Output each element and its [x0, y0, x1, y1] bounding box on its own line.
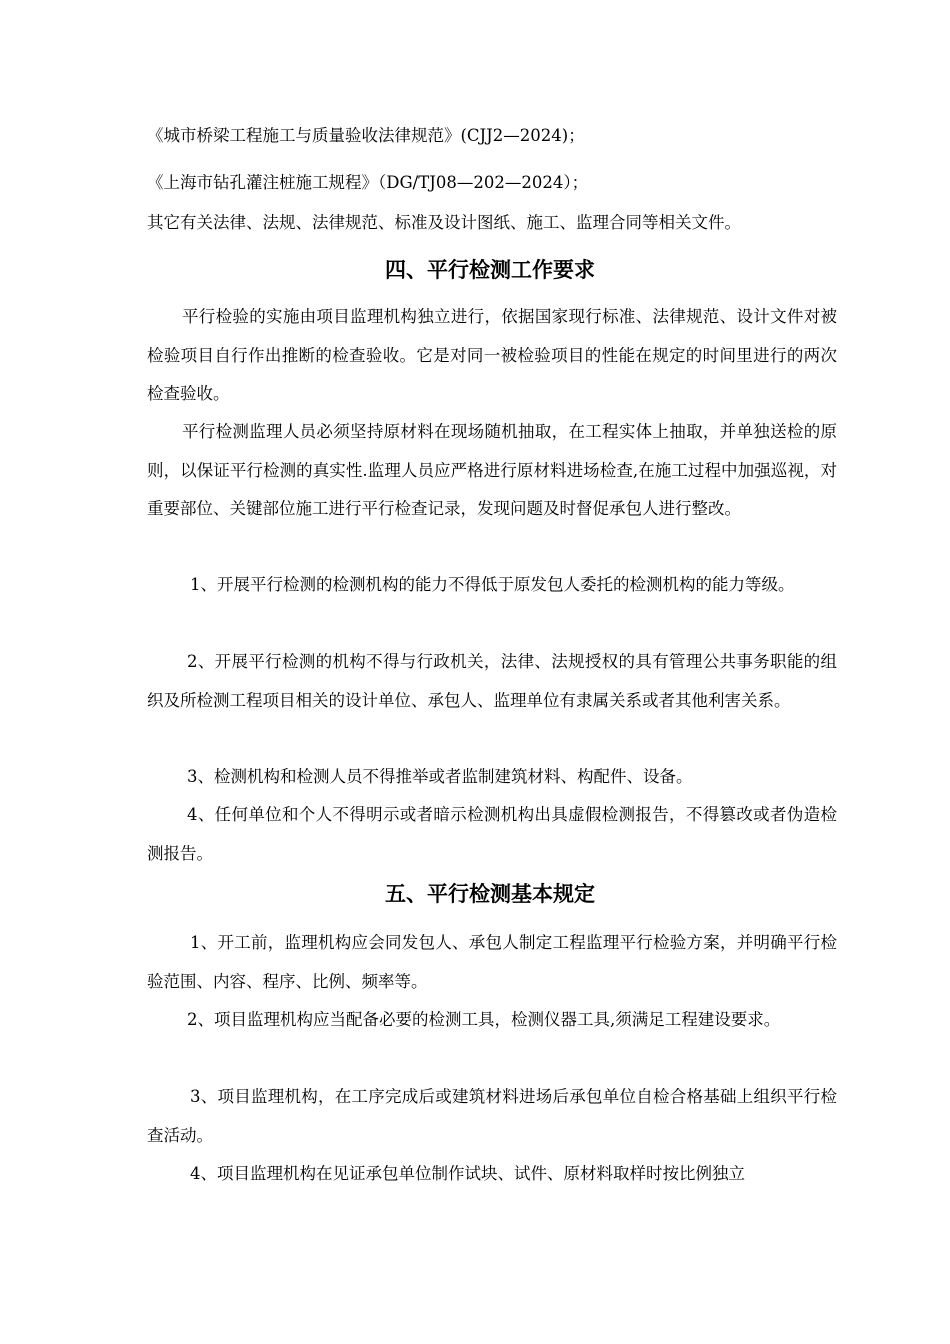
section-5-heading: 五、平行检测基本规定: [385, 881, 595, 906]
section-4-item-4: 4、任何单位和个人不得明示或者暗示检测机构出具虚假检测报告，不得篡改或者伪造检测报告。: [147, 805, 837, 863]
section-4-item-3: 3、检测机构和检测人员不得推举或者监制建筑材料、构配件、设备。: [187, 767, 693, 786]
section-4-paragraph-1: 平行检验的实施由项目监理机构独立进行，依据国家现行标准、法律规范、设计文件对被检验项目自行作出推断的检查验收。它是对同一被检验项目的性能在规定的时间里进行的两次检查验收。: [147, 307, 837, 403]
section-5-item-1: 1、开工前，监理机构应会同发包人、承包人制定工程监理平行检验方案，并明确平行检验范围、内容、程序、比例、频率等。: [147, 933, 837, 991]
reference-shanghai-pile-code: 《上海市钻孔灌注桩施工规程》（DG/TJ08—202—2024）；: [147, 173, 589, 192]
reference-bridge-code: 《城市桥梁工程施工与质量验收法律规范》(CJJ2—2024)；: [147, 126, 585, 145]
section-4-heading: 四、平行检测工作要求: [385, 257, 595, 282]
reference-other-documents: 其它有关法律、法规、法律规范、标准及设计图纸、施工、监理合同等相关文件。: [147, 213, 741, 232]
section-4-item-1: 1、开展平行检测的检测机构的能力不得低于原发包人委托的检测机构的能力等级。: [190, 575, 795, 594]
section-4-paragraph-2: 平行检测监理人员必须坚持原材料在现场随机抽取，在工程实体上抽取，并单独送检的原则，以保证平行检测的真实性.监理人员应严格进行原材料进场检查,在施工过程中加强巡视，对重要部位、关键部位施工进行平行检查记录，发现问题及时督促承包人进行整改。: [147, 422, 837, 518]
section-5-item-2: 2、项目监理机构应当配备必要的检测工具，检测仪器工具,须满足工程建设要求。: [187, 1010, 781, 1029]
section-4-item-2: 2、开展平行检测的机构不得与行政机关，法律、法规授权的具有管理公共事务职能的组织及所检测工程项目相关的设计单位、承包人、监理单位有隶属关系或者其他利害关系。: [147, 652, 837, 710]
section-5-item-3: 3、项目监理机构，在工序完成后或建筑材料进场后承包单位自检合格基础上组织平行检查活动。: [147, 1087, 837, 1145]
section-5-item-4: 4、项目监理机构在见证承包单位制作试块、试件、原材料取样时按比例独立: [190, 1164, 745, 1183]
